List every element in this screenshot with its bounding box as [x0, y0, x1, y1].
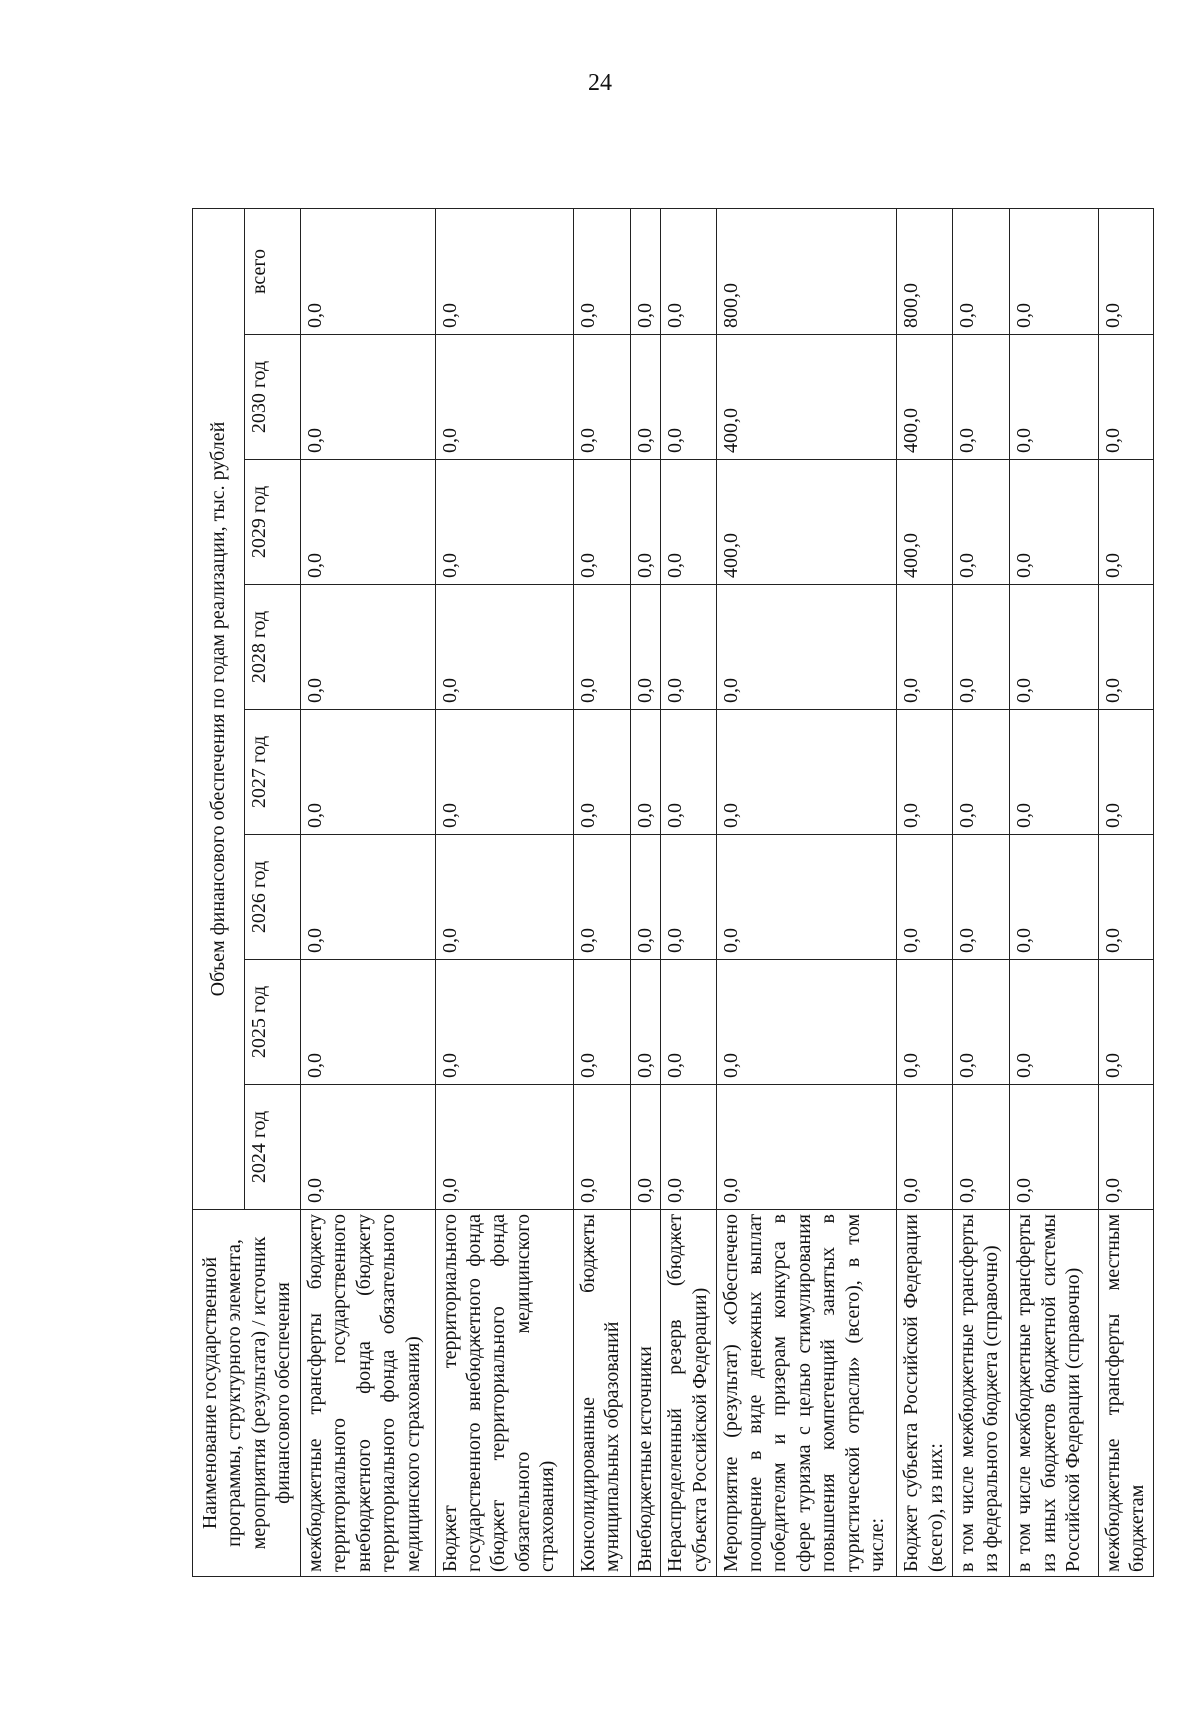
row-year-value: 0,0 — [1098, 1085, 1153, 1210]
year-column-header: 2026 год — [245, 835, 301, 960]
row-total-value: 800,0 — [716, 208, 897, 334]
row-year-value: 0,0 — [661, 1085, 716, 1210]
row-total-value: 0,0 — [435, 208, 573, 334]
rotated-table-container — [192, 209, 1154, 1577]
row-year-value: 0,0 — [661, 585, 716, 710]
row-year-value: 0,0 — [631, 335, 661, 460]
row-year-value: 0,0 — [573, 710, 631, 835]
row-year-value: 0,0 — [301, 1085, 436, 1210]
row-year-value: 0,0 — [952, 585, 1010, 710]
row-name: Консолидированные бюджеты муниципальных образований — [573, 1210, 631, 1577]
row-year-value: 0,0 — [631, 585, 661, 710]
row-year-value: 0,0 — [301, 460, 436, 585]
table-row — [952, 208, 1010, 1576]
year-column-header: 2025 год — [245, 960, 301, 1085]
row-year-value: 0,0 — [952, 460, 1010, 585]
row-year-value: 0,0 — [952, 835, 1010, 960]
row-year-value: 0,0 — [897, 1085, 952, 1210]
row-year-value: 0,0 — [573, 960, 631, 1085]
row-total-value: 0,0 — [1010, 208, 1098, 334]
row-year-value: 0,0 — [573, 835, 631, 960]
table-row — [661, 208, 716, 1576]
row-year-value: 0,0 — [661, 960, 716, 1085]
row-year-value: 400,0 — [897, 460, 952, 585]
table-row — [1010, 208, 1098, 1576]
row-name: Бюджет субъекта Российской Федерации (всего), из них: — [897, 1210, 952, 1577]
row-year-value: 0,0 — [1010, 1085, 1098, 1210]
row-year-value: 0,0 — [631, 1085, 661, 1210]
row-year-value: 0,0 — [631, 835, 661, 960]
row-name: Бюджет территориального государственного внебюджетного фонда (бюджет территориального фонда обязательного медицинского страхования) — [435, 1210, 573, 1577]
row-total-value: 0,0 — [301, 208, 436, 334]
row-year-value: 0,0 — [435, 585, 573, 710]
year-column-header: 2024 год — [245, 1085, 301, 1210]
row-year-value: 0,0 — [716, 835, 897, 960]
row-year-value: 0,0 — [1098, 960, 1153, 1085]
row-year-value: 0,0 — [897, 835, 952, 960]
row-year-value: 0,0 — [716, 710, 897, 835]
table-row — [573, 208, 631, 1576]
row-name: в том числе межбюджетные трансферты из иных бюджетов бюджетной системы Российской Федерации (справочно) — [1010, 1210, 1098, 1577]
row-year-value: 0,0 — [661, 460, 716, 585]
row-year-value: 0,0 — [897, 710, 952, 835]
row-year-value: 0,0 — [301, 335, 436, 460]
row-total-value: 0,0 — [573, 208, 631, 334]
row-year-value: 0,0 — [1010, 835, 1098, 960]
row-year-value: 0,0 — [952, 960, 1010, 1085]
row-name: Нераспределенный резерв (бюджет субъекта Российской Федерации) — [661, 1210, 716, 1577]
volume-header: Объем финансового обеспечения по годам реализации, тыс. рублей — [193, 208, 245, 1209]
row-total-value: 0,0 — [952, 208, 1010, 334]
row-year-value: 0,0 — [1010, 335, 1098, 460]
row-year-value: 0,0 — [573, 335, 631, 460]
row-year-value: 0,0 — [631, 460, 661, 585]
row-name: межбюджетные трансферты местным бюджетам — [1098, 1210, 1153, 1577]
row-year-value: 0,0 — [952, 335, 1010, 460]
year-column-header: 2030 год — [245, 335, 301, 460]
row-name: межбюджетные трансферты бюджету территориального государственного внебюджетного фонда (бюджету территориального фонда обязательного медицинского страхования) — [301, 1210, 436, 1577]
row-year-value: 0,0 — [435, 710, 573, 835]
page-number: 24 — [588, 70, 612, 96]
row-year-value: 0,0 — [631, 960, 661, 1085]
row-year-value: 0,0 — [573, 460, 631, 585]
row-year-value: 0,0 — [1010, 585, 1098, 710]
year-column-header: 2027 год — [245, 710, 301, 835]
row-year-value: 400,0 — [716, 335, 897, 460]
row-year-value: 0,0 — [661, 835, 716, 960]
row-year-value: 0,0 — [952, 710, 1010, 835]
row-year-value: 0,0 — [631, 710, 661, 835]
row-year-value: 0,0 — [661, 710, 716, 835]
row-year-value: 0,0 — [301, 585, 436, 710]
row-year-value: 0,0 — [435, 335, 573, 460]
row-year-value: 0,0 — [1098, 835, 1153, 960]
row-year-value: 0,0 — [1098, 710, 1153, 835]
row-year-value: 0,0 — [1098, 335, 1153, 460]
row-year-value: 0,0 — [301, 710, 436, 835]
row-name: Мероприятие (результат) «Обеспечено поощрение в виде денежных выплат победителям и призерам конкурса в сфере туризма с целью стимулирования повышения компетенций занятых в туристической отрасли» (всего), в том числе: — [716, 1210, 897, 1577]
table-row — [897, 208, 952, 1576]
row-year-value: 0,0 — [573, 585, 631, 710]
table-row — [435, 208, 573, 1576]
table-row — [716, 208, 897, 1576]
year-column-header: 2029 год — [245, 460, 301, 585]
row-name: Внебюджетные источники — [631, 1210, 661, 1577]
total-column-header: всего — [245, 208, 301, 334]
row-year-value: 0,0 — [1010, 960, 1098, 1085]
row-year-value: 400,0 — [716, 460, 897, 585]
row-year-value: 0,0 — [952, 1085, 1010, 1210]
row-total-value: 0,0 — [1098, 208, 1153, 334]
row-year-value: 0,0 — [897, 585, 952, 710]
row-year-value: 0,0 — [435, 1085, 573, 1210]
table-row — [301, 208, 436, 1576]
row-year-value: 0,0 — [716, 960, 897, 1085]
row-total-value: 800,0 — [897, 208, 952, 334]
row-year-value: 0,0 — [435, 835, 573, 960]
row-year-value: 0,0 — [301, 835, 436, 960]
row-year-value: 0,0 — [1010, 460, 1098, 585]
row-year-value: 400,0 — [897, 335, 952, 460]
row-year-value: 0,0 — [573, 1085, 631, 1210]
row-year-value: 0,0 — [1098, 585, 1153, 710]
row-year-value: 0,0 — [1010, 710, 1098, 835]
row-total-value: 0,0 — [661, 208, 716, 334]
table-row — [631, 208, 661, 1576]
row-name: в том числе межбюджетные трансферты из федерального бюджета (справочно) — [952, 1210, 1010, 1577]
table-row — [1098, 208, 1153, 1576]
row-year-value: 0,0 — [1098, 460, 1153, 585]
row-year-value: 0,0 — [435, 460, 573, 585]
row-year-value: 0,0 — [897, 960, 952, 1085]
row-year-value: 0,0 — [716, 585, 897, 710]
row-year-value: 0,0 — [661, 335, 716, 460]
row-year-value: 0,0 — [716, 1085, 897, 1210]
row-year-value: 0,0 — [301, 960, 436, 1085]
row-total-value: 0,0 — [631, 208, 661, 334]
year-column-header: 2028 год — [245, 585, 301, 710]
name-column-header: Наименование государственной программы, структурного элемента, мероприятия (результата) / источник финансового обеспечения — [193, 1210, 301, 1577]
financing-table — [192, 208, 1154, 1577]
row-year-value: 0,0 — [435, 960, 573, 1085]
